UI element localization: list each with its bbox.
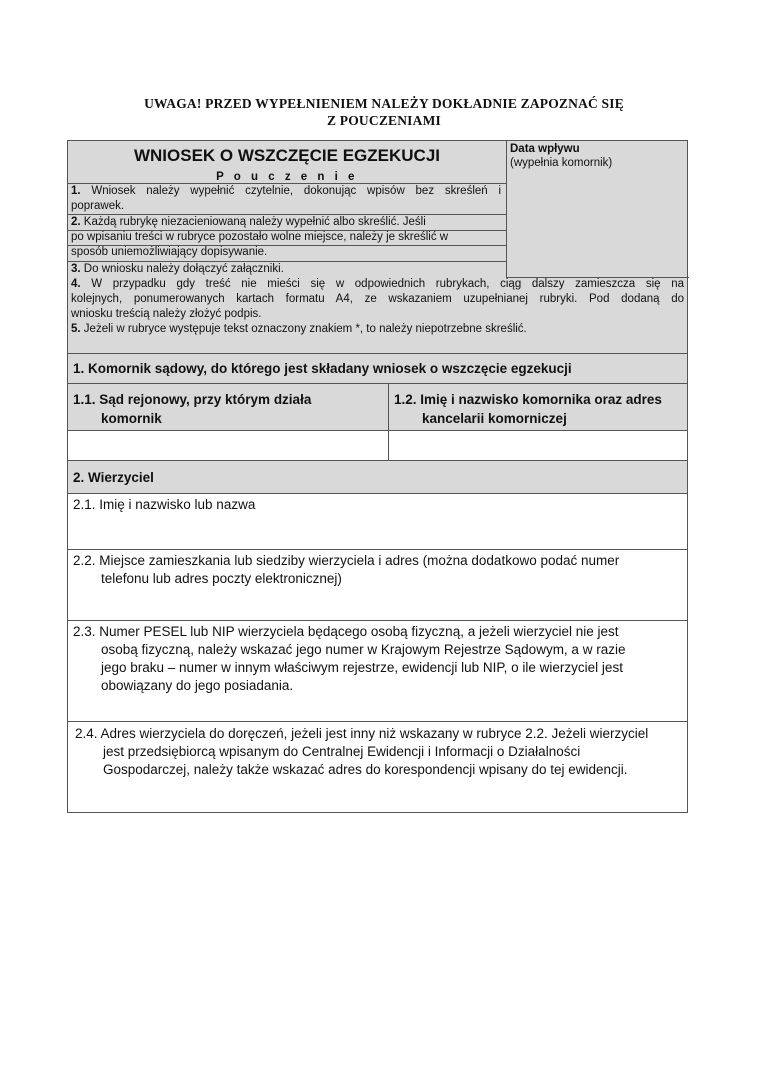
divider: [68, 245, 506, 246]
instruction-text: Wniosek należy wypełnić czytelnie, dokonując wpisów bez skreśleń i: [91, 185, 501, 197]
field-2-3-label-line: 2.3. Numer PESEL lub NIP wierzyciela będącego osobą fizyczną, a jeżeli wierzyciel nie jest: [73, 624, 619, 639]
creditor-service-address-field[interactable]: [67, 721, 688, 813]
instruction-item-3: [71, 262, 501, 277]
instruction-item-5: [71, 322, 684, 337]
instruction-number: 3.: [71, 263, 81, 275]
section-2-title: 2. Wierzyciel: [73, 470, 154, 485]
receipt-date-note: (wypełnia komornik): [510, 157, 613, 169]
instruction-item-4: [71, 277, 684, 322]
instruction-text: poprawek.: [71, 200, 125, 212]
field-2-3-label: [73, 623, 625, 695]
instruction-text: wniosku treścią należy złożyć podpis.: [71, 308, 262, 320]
creditor-id-number-field[interactable]: [67, 620, 688, 722]
district-court-input[interactable]: [67, 430, 389, 461]
field-2-2-label-line: 2.2. Miejsce zamieszkania lub siedziby wierzyciela i adres (można dodatkowo podać numer: [73, 553, 620, 568]
receipt-date-field: [506, 141, 689, 278]
section-1-title: 1. Komornik sądowy, do którego jest składany wniosek o wszczęcie egzekucji: [73, 361, 572, 376]
instruction-number: 1.: [71, 185, 81, 197]
instruction-number: 5.: [71, 323, 81, 335]
field-1-2-label-line-1: 1.2. Imię i nazwisko komornika oraz adres: [394, 392, 662, 407]
bailiff-name-address-input[interactable]: [388, 430, 688, 461]
creditor-name-field[interactable]: [67, 493, 688, 550]
field-1-2-label: [394, 390, 662, 428]
field-2-1-label-line: 2.1. Imię i nazwisko lub nazwa: [73, 497, 256, 512]
form-title: WNIOSEK O WSZCZĘCIE EGZEKUCJI: [133, 146, 441, 165]
form-header: [67, 140, 688, 354]
instruction-text: Każdą rubrykę niezacieniowaną należy wypełnić albo skreślić. Jeśli: [83, 216, 426, 228]
field-2-3-label-line: jego braku – numer w innym właściwym rejestrze, ewidencji lub NIP, o ile wierzyciel jest: [101, 660, 623, 675]
instruction-item-1: [71, 184, 501, 214]
field-2-4-label-line: Gospodarczej, należy także wskazać adres do korespondencji wpisany do tej ewidencji.: [103, 762, 628, 777]
field-2-2-label: [73, 552, 619, 588]
instruction-text: W przypadku gdy treść nie mieści się w odpowiednich rubrykach, ciąg dalszy zamieszcza się na: [91, 278, 684, 290]
instruction-item-2: [71, 215, 501, 260]
field-1-2-label-line-2: kancelarii komorniczej: [422, 411, 567, 426]
instruction-text: sposób uniemożliwiający dopisywanie.: [71, 246, 268, 258]
field-2-4-label-line: 2.4. Adres wierzyciela do doręczeń, jeżeli jest inny niż wskazany w rubryce 2.2. Jeżeli wierzyciel: [75, 726, 649, 741]
instruction-number: 4.: [71, 278, 81, 290]
section-2-header: [67, 460, 688, 494]
creditor-address-field[interactable]: [67, 549, 688, 621]
warning-notice: [0, 95, 768, 129]
instruction-text: kolejnych, ponumerowanych kartach formatu A4, ze wskazaniem uzupełnianej rubryki. Pod dodaną do: [71, 293, 684, 305]
section-1-header: [67, 353, 688, 384]
field-2-3-label-line: obowiązany do jego posiadania.: [101, 678, 294, 693]
field-1-1-label-cell: [67, 383, 389, 431]
warning-line-1: UWAGA! PRZED WYPEŁNIENIEM NALEŻY DOKŁADNIE ZAPOZNAĆ SIĘ: [144, 96, 624, 111]
field-2-4-label: [75, 725, 648, 779]
field-2-1-label: [73, 496, 255, 514]
field-2-2-label-line: telefonu lub adres poczty elektronicznej): [101, 571, 342, 586]
warning-line-2: Z POUCZENIAMI: [327, 113, 441, 128]
instruction-number: 2.: [71, 216, 81, 228]
field-1-1-label-line-1: 1.1. Sąd rejonowy, przy którym działa: [73, 392, 312, 407]
instruction-text: Do wniosku należy dołączyć załączniki.: [83, 263, 284, 275]
field-1-1-label-line-2: komornik: [101, 411, 162, 426]
divider: [68, 230, 506, 231]
receipt-date-label: Data wpływu: [510, 143, 580, 155]
instruction-text: po wpisaniu treści w rubryce pozostało wolne miejsce, należy je skreślić w: [71, 231, 449, 243]
field-2-3-label-line: osobą fizyczną, należy wskazać jego numer w Krajowym Rejestrze Sądowym, a w razie: [101, 642, 626, 657]
instruction-text: Jeżeli w rubryce występuje tekst oznaczony znakiem *, to należy niepotrzebne skreślić.: [83, 323, 527, 335]
instructions-heading: P o u c z e n i e: [216, 171, 358, 183]
field-1-1-label: [73, 390, 311, 428]
field-2-4-label-line: jest przedsiębiorcą wpisanym do Centralnej Ewidencji i Informacji o Działalności: [103, 744, 581, 759]
field-1-2-label-cell: [388, 383, 688, 431]
